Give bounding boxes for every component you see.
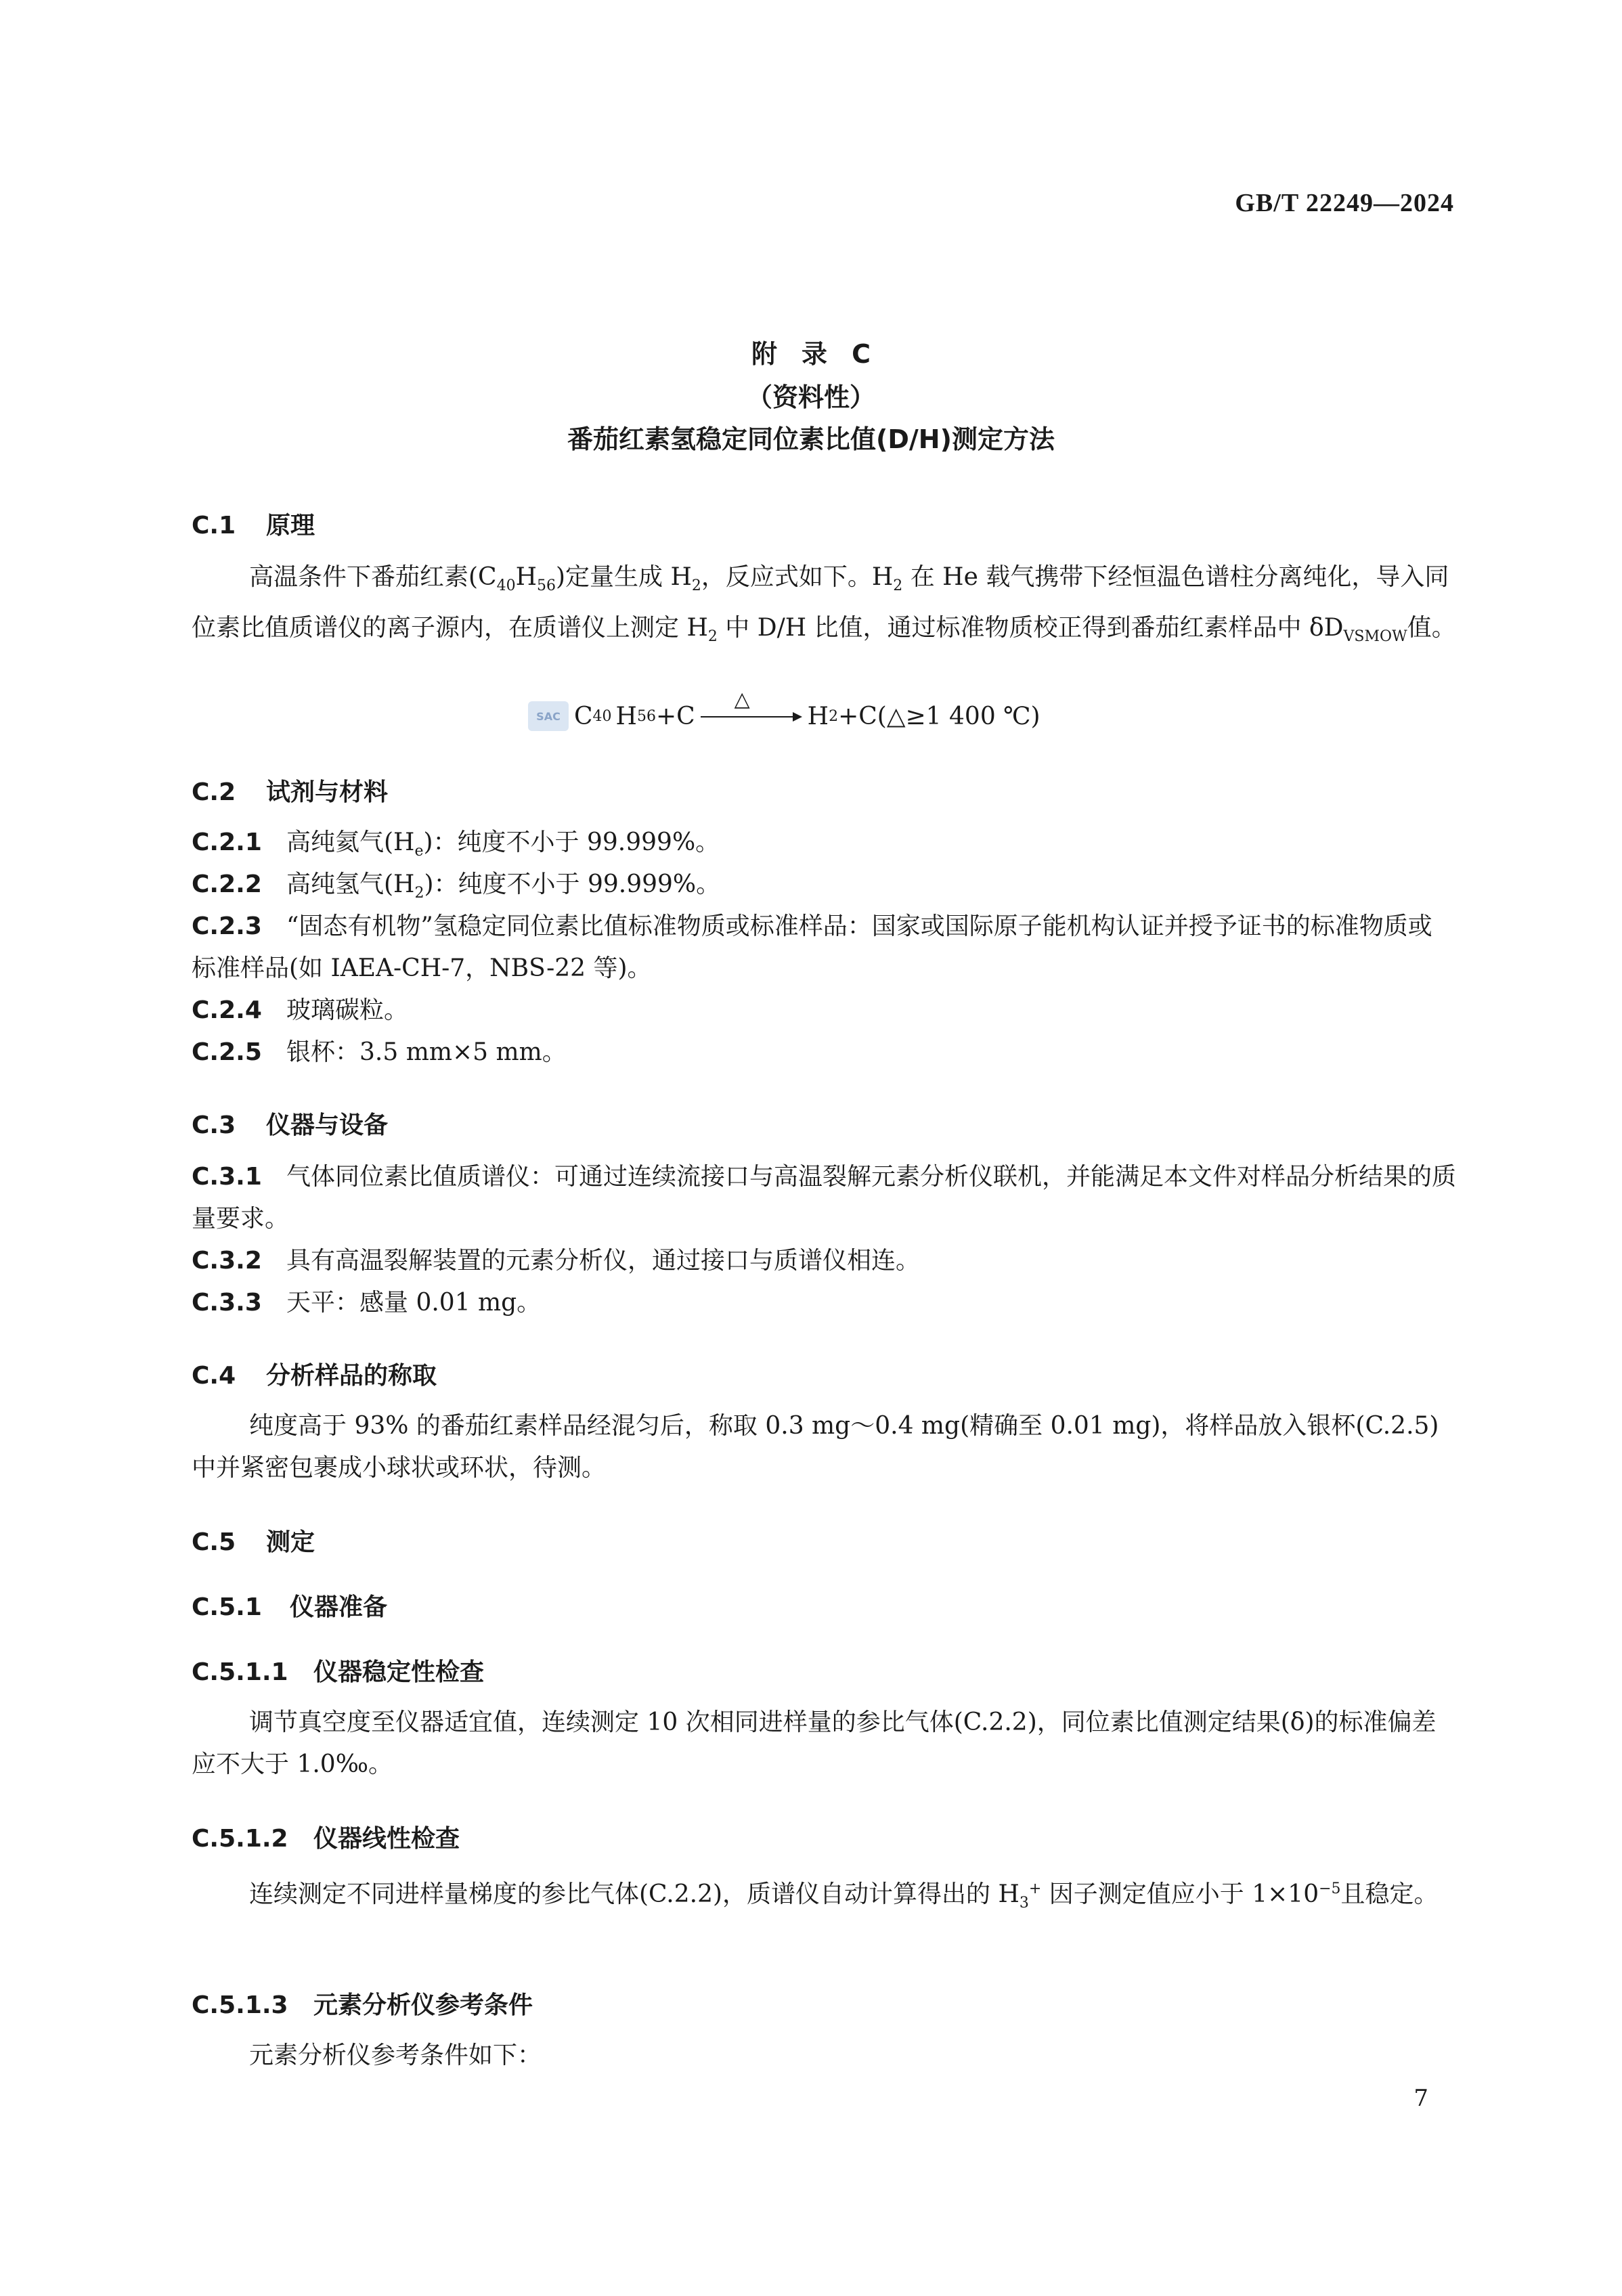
appendix-name: 番茄红素氢稳定同位素比值(D/H)测定方法 — [567, 424, 1055, 454]
paragraph-c4: 纯度高于 93% 的番茄红素样品经混匀后，称取 0.3 mg～0.4 mg(精确至 0.01 mg)，将样品放入银杯(C.2.5)中并紧密包裹成小球状或环状，待测。 — [192, 1412, 1439, 1482]
item-c23: C.2.3 “固态有机物”氢稳定同位素比值标准物质或标准样品：国家或国际原子能机构认证并授予证书的标准物质或标准样品(如 IAEA-CH-7，NBS-22 等)。 — [192, 912, 1432, 982]
standard-number: GB/T 22249—2024 — [1235, 189, 1454, 217]
paragraph-c512: 连续测定不同进样量梯度的参比气体(C.2.2)，质谱仪自动计算得出的 $H_3^+$ 因子测定值应小于 $1\times 10^{-5}$且稳定。 — [249, 1880, 1439, 1912]
item-c22: C.2.2 高纯氢气$(H_2)$：纯度不小于 99.999%。 — [192, 870, 721, 902]
item-c33: C.3.3 天平：感量 0.01 mg。 — [192, 1289, 542, 1317]
section-heading-c2: C.2 试剂与材料 — [192, 778, 389, 806]
section-heading-c4: C.4 分析样品的称取 — [192, 1362, 437, 1390]
reaction-equation: SAC C 40 H 56 +C △ H 2 +C(△≥1 400 ℃) — [528, 701, 1040, 731]
reaction-arrow-icon: △ — [701, 701, 802, 731]
appendix-nature: （资料性） — [746, 382, 875, 412]
item-c24: C.2.4 玻璃碳粒。 — [192, 996, 409, 1024]
item-c25: C.2.5 银杯：3.5 mm×5 mm。 — [192, 1038, 567, 1066]
paragraph-c1: 高温条件下番茄红素$(C_{40}H_{56})$定量生成 $H_2$，反应式如下。$H_2$ 在 He 载气携带下经恒温色谱柱分离纯化，导入同位素比值质谱仪的离子源内，在质谱仪上测定 $H_2$ 中 D/H 比值，通过标准物质校正得到番茄红素样品中 $\delta D_{VSMOW}$值。 — [192, 563, 1456, 646]
sac-watermark-logo: SAC — [528, 701, 569, 731]
paragraph-c511: 调节真空度至仪器适宜值，连续测定 10 次相同进样量的参比气体(C.2.2)，同位素比值测定结果(δ)的标准偏差应不大于 1.0‰。 — [192, 1708, 1437, 1778]
item-c32: C.3.2 具有高温裂解装置的元素分析仪，通过接口与质谱仪相连。 — [192, 1247, 921, 1275]
section-heading-c511: C.5.1.1 仪器稳定性检查 — [192, 1658, 485, 1686]
section-heading-c513: C.5.1.3 元素分析仪参考条件 — [192, 1991, 533, 2019]
section-heading-c3: C.3 仪器与设备 — [192, 1111, 389, 1139]
paragraph-c513: 元素分析仪参考条件如下： — [249, 2041, 542, 2069]
section-heading-c5: C.5 测定 — [192, 1528, 315, 1556]
item-c31: C.3.1 气体同位素比值质谱仪：可通过连续流接口与高温裂解元素分析仪联机，并能满足本文件对样品分析结果的质量要求。 — [192, 1163, 1457, 1233]
item-c21: C.2.1 高纯氦气$(H_e)$：纯度不小于 99.999%。 — [192, 829, 720, 860]
section-heading-c1: C.1 原理 — [192, 512, 315, 539]
appendix-title: 附 录 C — [751, 339, 871, 369]
section-heading-c51: C.5.1 仪器准备 — [192, 1593, 388, 1621]
page-number: 7 — [1413, 2085, 1428, 2112]
section-heading-c512: C.5.1.2 仪器线性检查 — [192, 1825, 460, 1853]
